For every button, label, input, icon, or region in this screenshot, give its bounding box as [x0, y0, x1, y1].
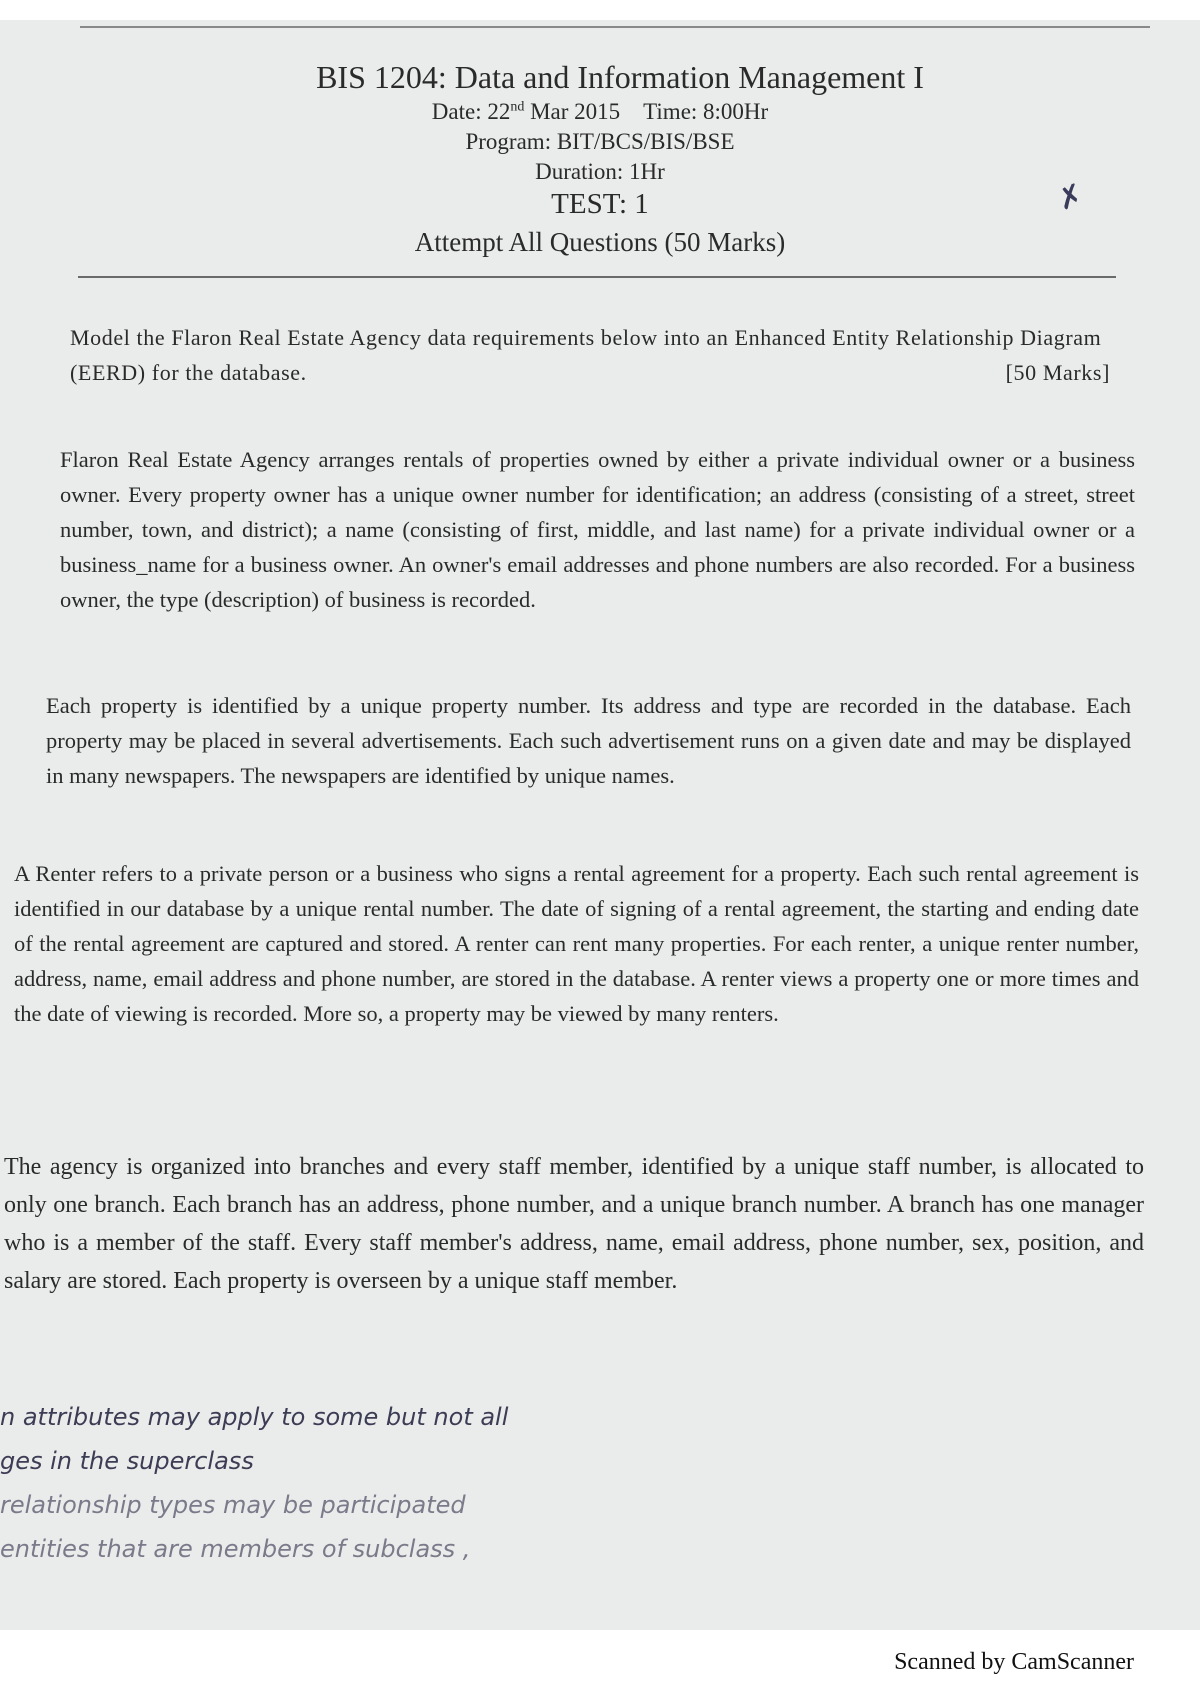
exam-instructions: Attempt All Questions (50 Marks)	[414, 226, 786, 257]
task-marks: [50 Marks]	[1005, 360, 1110, 385]
exam-date: Date: 22nd Mar 2015	[431, 99, 621, 125]
handwritten-note-line: relationship types may be participated	[0, 1491, 466, 1519]
exam-program: Program: BIT/BCS/BIS/BSE	[465, 128, 735, 154]
top-divider	[80, 26, 1150, 28]
task-text: Model the Flaron Real Estate Agency data requirements below into an Enhanced Entity Relationship Diagram (EERD) for the database.	[70, 325, 1102, 385]
test-label: TEST: 1	[551, 188, 649, 221]
handwritten-cross-mark: ✗	[1053, 177, 1089, 218]
handwritten-note-line: ges in the superclass	[0, 1447, 254, 1475]
exam-duration: Duration: 1Hr	[535, 158, 665, 184]
paragraph-renters: A Renter refers to a private person or a business who signs a rental agreement for a property. Each such rental agreement is identified in our database by a unique rental number. The date of signing of a rental agreement, the starting and ending date of the rental agreement are captured and stored. A renter can rent many properties. For each renter, a unique renter number, address, name, email address and phone number, are stored in the database. A renter views a property one or more times and the date of viewing is recorded. More so, a property may be viewed by many renters.	[14, 861, 1139, 1026]
course-title: BIS 1204: Data and Information Management I	[316, 59, 924, 95]
exam-time: Time: 8:00Hr	[643, 99, 769, 125]
paragraph-owners: Flaron Real Estate Agency arranges rentals of properties owned by either a private individual owner or a business owner. Every property owner has a unique owner number for identification; an address (consisting of a street, street number, town, and district); a name (consisting of first, middle, and last name) for a private individual owner or a business_name for a business owner. An owner's email addresses and phone numbers are also recorded. For a business owner, the type (description) of business is recorded.	[60, 447, 1135, 612]
date-time-line	[0, 98, 1200, 126]
scanned-paper	[0, 20, 1200, 1630]
header-divider	[78, 276, 1116, 278]
handwritten-note-line: entities that are members of subclass ,	[0, 1535, 471, 1563]
paragraph-branches: The agency is organized into branches and every staff member, identified by a unique staff number, is allocated to only one branch. Each branch has an address, phone number, and a unique branch number. A branch has one manager who is a member of the staff. Every staff member's address, name, email address, phone number, sex, position, and salary are stored. Each property is overseen by a unique staff member.	[4, 1154, 1144, 1294]
scanner-watermark: Scanned by CamScanner	[894, 1649, 1134, 1675]
handwritten-note-line: n attributes may apply to some but not all	[0, 1403, 509, 1431]
question-task	[70, 320, 1140, 390]
exam-header	[0, 58, 1200, 258]
handwritten-notes	[0, 1395, 720, 1571]
paragraph-properties: Each property is identified by a unique property number. Its address and type are recorded in the database. Each property may be placed in several advertisements. Each such advertisement runs on a given date and may be displayed in many newspapers. The newspapers are identified by unique names.	[46, 693, 1131, 788]
